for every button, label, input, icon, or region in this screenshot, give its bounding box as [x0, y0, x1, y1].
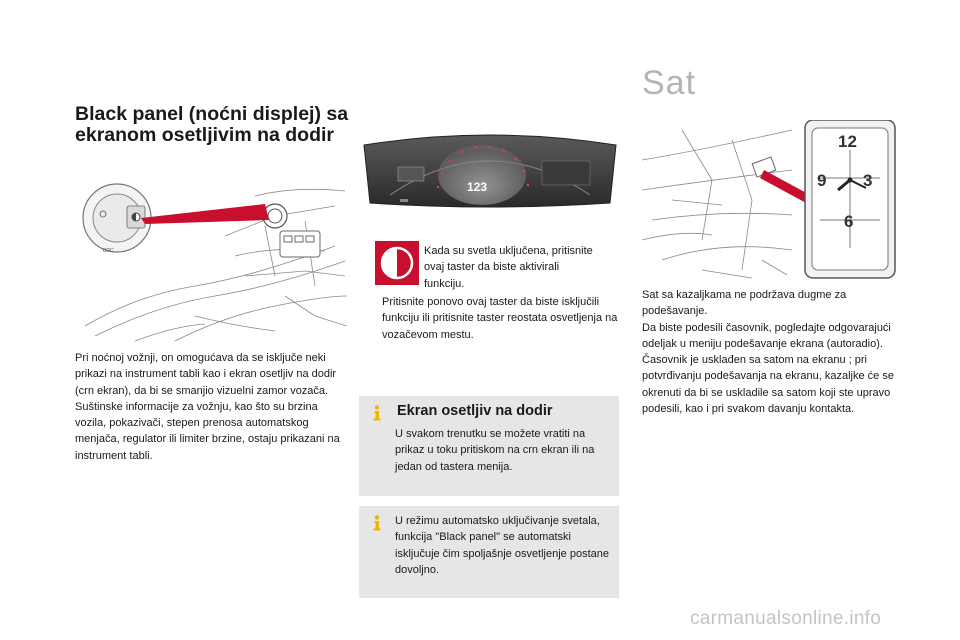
clock-number-12: 12 — [838, 132, 857, 151]
info-box-text: U svakom trenutku se možete vratiti na prikaz u toku pritiskom na crn ekran ili na jedan od tastera menija. — [395, 428, 595, 473]
clock-description — [642, 287, 904, 417]
clock-number-6: 6 — [844, 212, 854, 231]
info-box-auto-lights — [359, 506, 619, 598]
dashboard-button-illustration — [75, 176, 347, 344]
info-box-auto-lights-text: U režimu automatsko uključivanje svetala, funkcija "Black panel" se automatski isključuje čim spoljašnje osvetljenje postane dovoljno. — [395, 515, 610, 576]
info-box-touch-screen — [359, 396, 619, 496]
black-panel-paragraph-2: Suštinske informacije za vožnju, kao što su brzina vozila, pokazivači, stepen prenosa automatskog menjača, regulator ili limiter brzine, ostaju prikazani na instrument tabli. — [75, 400, 340, 462]
section-title-clock: Sat — [642, 64, 697, 102]
black-panel-paragraph-1: Pri noćnoj vožnji, on omogućava da se isključe neki prikazi na instrument tabli kao i ekran osetljiv na dodir (crn ekran), da bi se smanjio vizuelni zamor vozača. — [75, 352, 337, 397]
instruction-activate: Kada su svetla uključena, pritisnite ovaj taster da biste aktivirali funkciju. — [424, 245, 593, 290]
clock-number-3: 3 — [863, 171, 873, 190]
info-icon — [371, 515, 383, 531]
section-heading-black-panel: Black panel (noćni displej) sa ekranom osetljivim na dodir — [75, 103, 349, 146]
clock-number-9: 9 — [817, 171, 827, 190]
clock-paragraph-3: Časovnik je usklađen sa satom na ekranu ; pri potvrđivanju podešavanja na ekranu, kazaljke će se okrenuti da bi se uskladile sa satom koji ste upravo podesili, kao i pri svakom davanju kontakta. — [642, 354, 894, 416]
info-box-title: Ekran osetljiv na dodir — [397, 403, 553, 419]
black-panel-description — [75, 350, 347, 464]
info-icon — [371, 405, 383, 421]
clock-illustration — [642, 120, 904, 280]
clock-paragraph-2: Da biste podesili časovnik, pogledajte odgovarajući odeljak u meniju podešavanje ekrana (autoradio). — [642, 321, 891, 350]
clock-paragraph-1: Sat sa kazaljkama ne podržava dugme za podešavanje. — [642, 289, 847, 318]
cluster-speed-readout: 123 — [467, 180, 488, 194]
instruction-deactivate: Pritisnite ponovo ovaj taster da biste isključili funkciju ili pritisnite taster reostata osvetljenja na vozačevom mestu. — [382, 296, 618, 341]
svg-text:BRC: BRC — [103, 248, 114, 254]
site-watermark: carmanualsonline.info — [690, 608, 882, 629]
instrument-cluster-illustration — [360, 125, 620, 211]
